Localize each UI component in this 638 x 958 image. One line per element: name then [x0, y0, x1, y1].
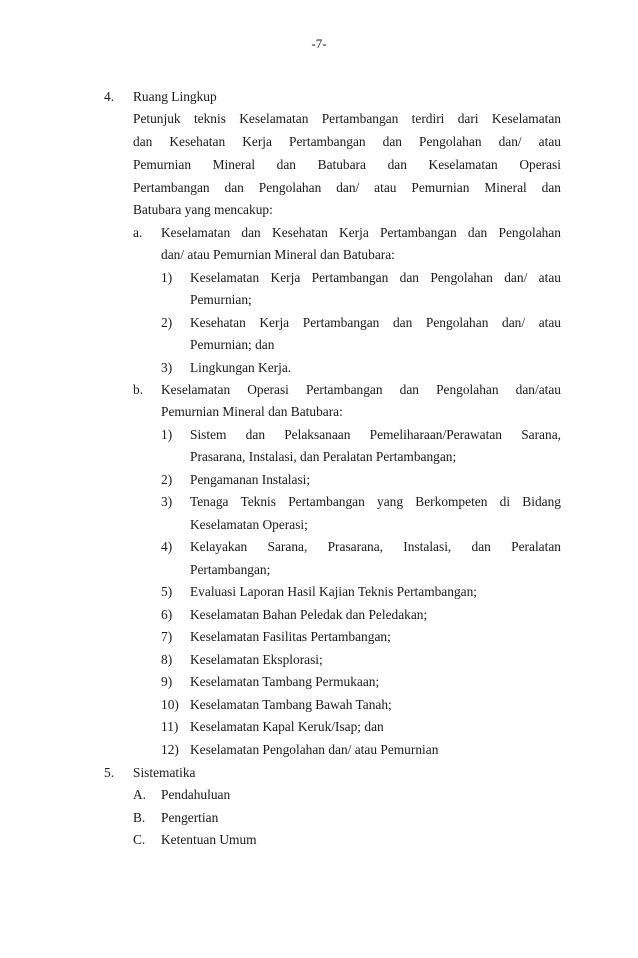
section-4-intro-line: Pertambangan dan Pengolahan dan/ atau Pemurnian Mineral dan — [133, 180, 561, 195]
section-4-intro-line: Petunjuk teknis Keselamatan Pertambangan terdiri dari Keselamatan — [133, 111, 561, 126]
section-5-item-marker: C. — [133, 832, 146, 847]
list-b-item-text: Keselamatan Fasilitas Pertambangan; — [190, 629, 391, 644]
list-a-item-text: Pemurnian; — [190, 292, 252, 307]
list-b-item-text: Keselamatan Operasi; — [190, 517, 308, 532]
list-b-item-text: Keselamatan Eksplorasi; — [190, 652, 323, 667]
list-b-item-number: 10) — [161, 697, 179, 712]
section-4-intro-line: Pemurnian Mineral dan Batubara dan Keselamatan Operasi — [133, 157, 561, 172]
list-b-item-number: 11) — [161, 719, 179, 734]
section-5-item-marker: B. — [133, 810, 146, 825]
list-a-item-text: Kesehatan Kerja Pertambangan dan Pengolahan dan/ atau — [190, 315, 561, 330]
section-5-item-text: Pendahuluan — [161, 787, 231, 802]
list-b-line: Pemurnian Mineral dan Batubara: — [161, 404, 343, 419]
list-b-item-number: 6) — [161, 607, 173, 622]
list-a-item-text: Keselamatan Kerja Pertambangan dan Pengolahan dan/ atau — [190, 270, 561, 285]
list-b-item-number: 12) — [161, 742, 179, 757]
list-b-item-text: Pertambangan; — [190, 562, 271, 577]
list-b-item-text: Sistem dan Pelaksanaan Pemeliharaan/Perawatan Sarana, — [190, 427, 561, 442]
list-b-item-text: Evaluasi Laporan Hasil Kajian Teknis Pertambangan; — [190, 584, 478, 599]
section-5-item-marker: A. — [133, 787, 147, 802]
list-a-item-text: Pemurnian; dan — [190, 337, 275, 352]
list-b-item-text: Kelayakan Sarana, Prasarana, Instalasi, dan Peralatan — [190, 539, 561, 554]
list-b-item-number: 1) — [161, 427, 173, 442]
list-b-item-text: Keselamatan Kapal Keruk/Isap; dan — [190, 719, 384, 734]
list-b-item-text: Keselamatan Bahan Peledak dan Peledakan; — [190, 607, 428, 622]
list-b-item-text: Keselamatan Tambang Bawah Tanah; — [190, 697, 392, 712]
list-a-item-number: 1) — [161, 270, 173, 285]
list-a-line: dan/ atau Pemurnian Mineral dan Batubara: — [161, 247, 395, 262]
list-b-item-number: 8) — [161, 652, 173, 667]
section-4-number: 4. — [104, 89, 115, 104]
list-b-item-number: 9) — [161, 674, 173, 689]
list-a-line: Keselamatan dan Kesehatan Kerja Pertambangan dan Pengolahan — [161, 225, 561, 240]
list-a-item-text: Lingkungan Kerja. — [190, 360, 292, 375]
list-a-marker: a. — [133, 225, 143, 240]
section-5-item-text: Pengertian — [161, 810, 219, 825]
section-4-title: Ruang Lingkup — [133, 89, 217, 104]
list-b-item-number: 3) — [161, 494, 173, 509]
list-b-item-number: 7) — [161, 629, 173, 644]
list-b-item-text: Keselamatan Tambang Permukaan; — [190, 674, 380, 689]
list-b-item-text: Pengamanan Instalasi; — [190, 472, 311, 487]
section-5-title: Sistematika — [133, 765, 196, 780]
list-a-item-number: 2) — [161, 315, 173, 330]
section-5-number: 5. — [104, 765, 115, 780]
list-b-item-text: Tenaga Teknis Pertambangan yang Berkompeten di Bidang — [190, 494, 561, 509]
section-4-intro-line: Batubara yang mencakup: — [133, 202, 273, 217]
list-b-item-number: 5) — [161, 584, 173, 599]
section-4-intro-line: dan Kesehatan Kerja Pertambangan dan Pengolahan dan/ atau — [133, 134, 561, 149]
list-b-item-text: Prasarana, Instalasi, dan Peralatan Pertambangan; — [190, 449, 457, 464]
list-b-marker: b. — [133, 382, 144, 397]
list-b-item-text: Keselamatan Pengolahan dan/ atau Pemurnian — [190, 742, 439, 757]
list-b-line: Keselamatan Operasi Pertambangan dan Pengolahan dan/atau — [161, 382, 561, 397]
section-5-item-text: Ketentuan Umum — [161, 832, 257, 847]
list-b-item-number: 4) — [161, 539, 173, 554]
list-a-item-number: 3) — [161, 360, 173, 375]
page-number: -7- — [311, 36, 327, 51]
list-b-item-number: 2) — [161, 472, 173, 487]
